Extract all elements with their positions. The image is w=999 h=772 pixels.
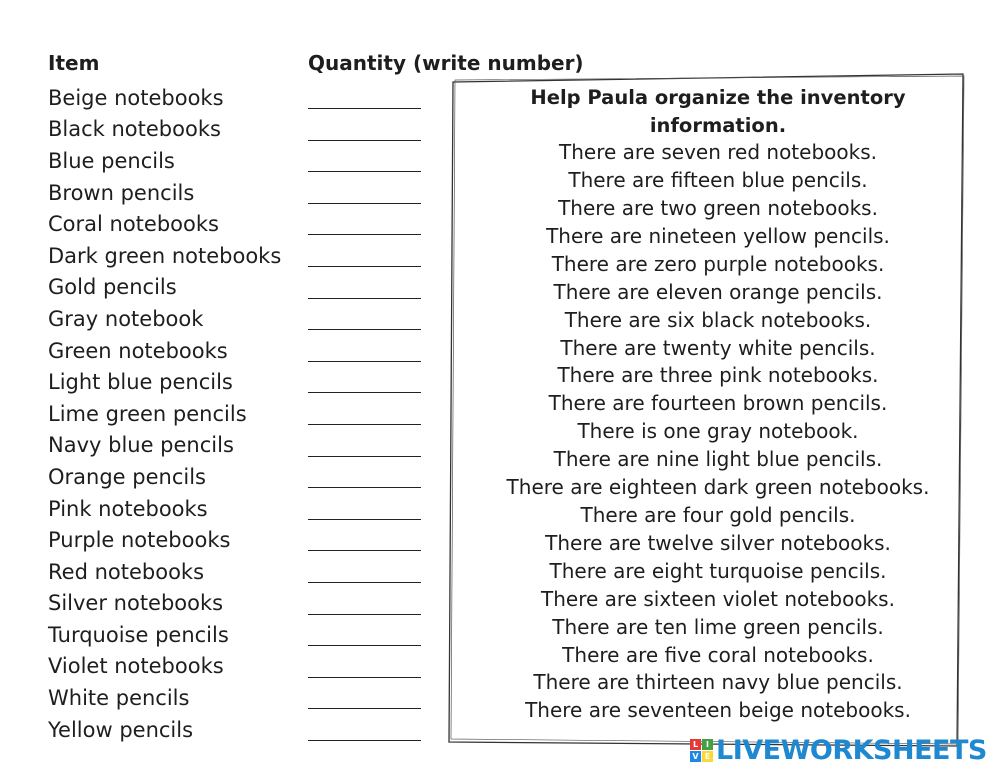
item-label: Brown pencils xyxy=(48,180,195,205)
fact-line: There are zero purple notebooks. xyxy=(551,251,885,276)
item-row xyxy=(48,114,308,146)
item-column-header: Item xyxy=(48,51,100,75)
fact-line: There are two green notebooks. xyxy=(558,196,878,220)
quantity-answer-field[interactable] xyxy=(308,305,421,330)
fact-line: There is one gray notebook. xyxy=(577,419,859,444)
item-row xyxy=(48,651,308,683)
fact-line: There are six black notebooks. xyxy=(564,307,872,332)
item-label: Gold pencils xyxy=(48,275,177,300)
logo-mark-icon xyxy=(690,739,713,762)
item-row xyxy=(48,493,308,525)
quantity-answer-field[interactable] xyxy=(308,274,421,299)
item-label: Green notebooks xyxy=(48,338,228,363)
item-label: Navy blue pencils xyxy=(48,433,234,458)
item-row xyxy=(48,524,308,556)
item-label: Coral notebooks xyxy=(48,212,219,237)
logo-mark-tile: V xyxy=(690,751,701,762)
quantity-answer-field[interactable] xyxy=(308,400,421,425)
fact-line: There are four gold pencils. xyxy=(580,502,856,527)
item-row xyxy=(48,682,308,714)
quantity-answer-field[interactable] xyxy=(308,684,421,709)
quantity-answer-field[interactable] xyxy=(308,210,421,235)
quantity-answer-field[interactable] xyxy=(308,179,421,204)
item-label: Purple notebooks xyxy=(48,528,231,553)
quantity-answer-field[interactable] xyxy=(308,432,421,457)
item-label: Gray notebook xyxy=(48,306,204,331)
fact-line: There are five coral notebooks. xyxy=(562,642,874,667)
quantity-answer-field[interactable] xyxy=(308,526,421,551)
fact-line: There are thirteen navy blue pencils. xyxy=(533,670,903,695)
item-row xyxy=(48,398,308,430)
item-row xyxy=(48,177,308,209)
fact-line: There are eighteen dark green notebooks. xyxy=(506,475,930,500)
instructions-title: Help Paula organize the inventory information. xyxy=(530,86,906,137)
item-label: Red notebooks xyxy=(48,559,205,584)
fact-line: There are seventeen beige notebooks. xyxy=(525,698,911,723)
item-row xyxy=(48,208,308,240)
item-label: Light blue pencils xyxy=(48,370,233,395)
item-row xyxy=(48,619,308,651)
quantity-column-header: Quantity (write number) xyxy=(308,51,584,75)
fact-list xyxy=(452,139,984,725)
item-label: Lime green pencils xyxy=(48,401,247,426)
item-label: Pink notebooks xyxy=(48,496,208,521)
fact-line: There are fifteen blue pencils. xyxy=(568,168,868,193)
fact-line: There are fourteen brown pencils. xyxy=(548,391,888,416)
item-label: Black notebooks xyxy=(48,117,221,142)
fact-line: There are nineteen yellow pencils. xyxy=(546,223,890,248)
item-row xyxy=(48,272,308,304)
quantity-answer-field[interactable] xyxy=(308,463,421,488)
quantity-answer-field[interactable] xyxy=(308,590,421,615)
fact-line: There are ten lime green pencils. xyxy=(552,614,884,639)
quantity-answer-field[interactable] xyxy=(308,84,421,109)
quantity-answer-field[interactable] xyxy=(308,242,421,267)
item-label: Orange pencils xyxy=(48,464,206,489)
fact-line: There are eight turquoise pencils. xyxy=(549,558,887,583)
logo-mark-tile: I xyxy=(702,739,713,750)
fact-line: There are seven red notebooks. xyxy=(559,140,877,165)
item-row xyxy=(48,240,308,272)
quantity-answer-field[interactable] xyxy=(308,495,421,520)
quantity-answer-field[interactable] xyxy=(308,621,421,646)
item-row xyxy=(48,588,308,620)
item-row xyxy=(48,366,308,398)
item-label: Silver notebooks xyxy=(48,591,224,616)
quantity-answer-field[interactable] xyxy=(308,716,421,741)
item-row xyxy=(48,82,308,114)
fact-line: There are three pink notebooks. xyxy=(557,363,879,388)
fact-line: There are sixteen violet notebooks. xyxy=(541,586,895,611)
item-row xyxy=(48,714,308,746)
item-list xyxy=(48,82,308,745)
item-row xyxy=(48,303,308,335)
fact-line: There are nine light blue pencils. xyxy=(553,447,883,472)
item-row xyxy=(48,335,308,367)
logo-mark-tile: L xyxy=(690,739,701,750)
item-label: Yellow pencils xyxy=(48,717,194,742)
item-label: Turquoise pencils xyxy=(48,622,229,647)
quantity-answer-field[interactable] xyxy=(308,653,421,678)
fact-line: There are twelve silver notebooks. xyxy=(545,530,891,555)
fact-line: There are eleven orange pencils. xyxy=(553,279,883,304)
item-row xyxy=(48,430,308,462)
liveworksheets-logo xyxy=(690,735,987,766)
item-label: Dark green notebooks xyxy=(48,243,282,268)
quantity-answer-field[interactable] xyxy=(308,368,421,393)
instructions-text xyxy=(452,84,984,725)
item-row xyxy=(48,461,308,493)
quantity-answer-field[interactable] xyxy=(308,337,421,362)
quantity-answer-field[interactable] xyxy=(308,147,421,172)
logo-text: LIVEWORKSHEETS xyxy=(716,735,987,766)
item-label: White pencils xyxy=(48,686,190,711)
item-row xyxy=(48,145,308,177)
logo-mark-tile: E xyxy=(702,751,713,762)
item-label: Blue pencils xyxy=(48,148,175,173)
fact-line: There are twenty white pencils. xyxy=(560,335,876,360)
item-row xyxy=(48,556,308,588)
item-label: Beige notebooks xyxy=(48,85,224,110)
item-label: Violet notebooks xyxy=(48,654,224,679)
quantity-answer-field[interactable] xyxy=(308,116,421,141)
quantity-answer-field[interactable] xyxy=(308,558,421,583)
